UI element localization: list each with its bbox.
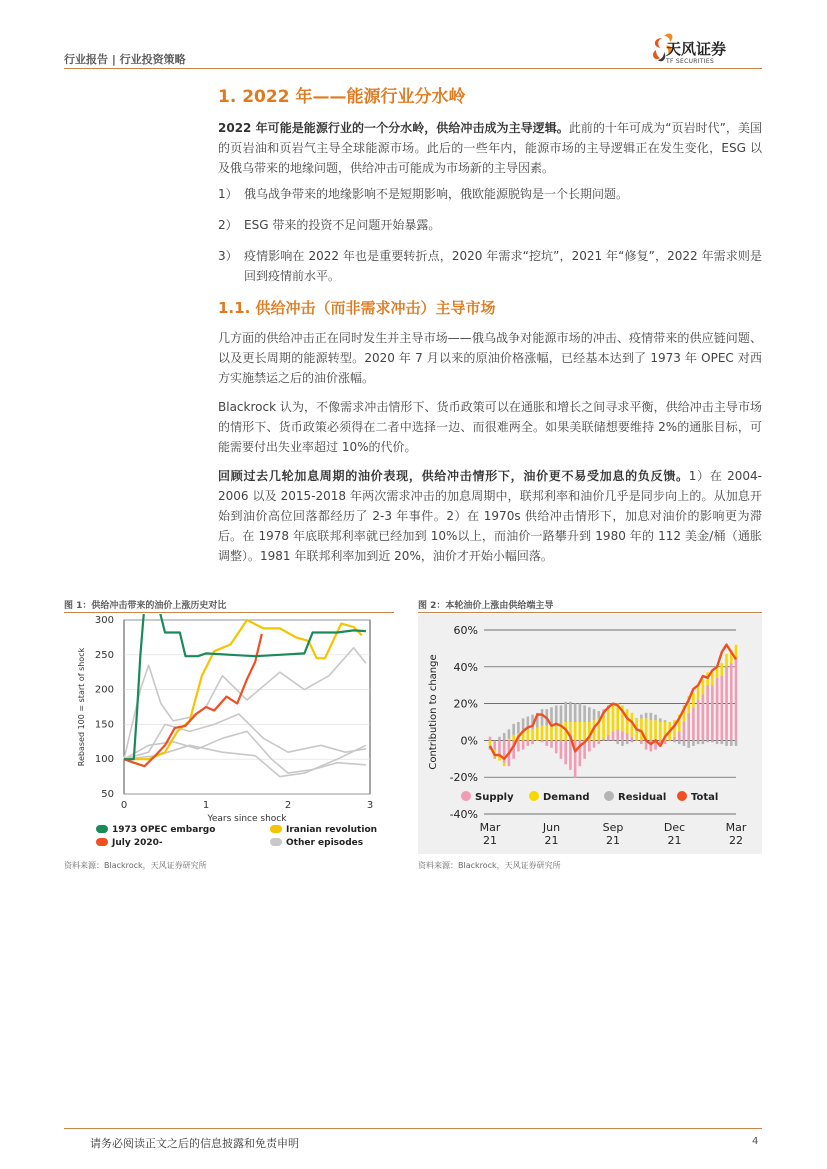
list-number: 2）	[218, 218, 238, 232]
bar-residual	[650, 713, 653, 720]
bar-residual	[598, 711, 601, 718]
x-axis-label: Years since shock	[207, 814, 287, 824]
bar-supply	[711, 685, 714, 740]
bar-demand	[612, 705, 615, 731]
x-tick-label-month: Mar	[479, 821, 501, 834]
y-tick-label: 200	[94, 684, 114, 696]
rate-cycles-bold: 回顾过去几轮加息周期的油价表现，供给冲击情形下，油价更不易受加息的负反馈。	[218, 469, 689, 483]
bar-residual	[645, 713, 648, 719]
legend-swatch	[529, 791, 539, 801]
bar-demand	[489, 740, 492, 746]
list-number: 3）	[218, 249, 238, 263]
paragraph-supply-shock: 几方面的供给冲击正在同时发生并主导市场——俄乌战争对能源市场的冲击、疫情带来的供应链问题、以及更长周期的能源转型。2020 年 7 月以来的原油价格涨幅，已经基本达到了 1973 年 OPEC 对西方实施禁运之后的油价涨幅。	[218, 331, 762, 385]
bar-demand	[640, 718, 643, 740]
bar-residual	[583, 705, 586, 722]
brand-subtitle: TF SECURITIES	[666, 58, 715, 65]
chart-supply-demand-contribution	[418, 614, 762, 854]
bar-residual	[621, 740, 624, 746]
bar-supply	[493, 740, 496, 749]
bar-residual	[503, 733, 506, 740]
bar-residual	[493, 757, 496, 759]
series-line-other-episodes	[124, 648, 366, 759]
paragraph-rate-cycles	[218, 466, 762, 566]
bar-demand	[607, 709, 610, 735]
x-tick-label: 2	[284, 800, 292, 811]
list-text: ESG 带来的投资不足问题开始暴露。	[244, 218, 441, 232]
x-tick-label-year: 21	[483, 834, 497, 847]
chart-oil-shock-comparison	[64, 614, 394, 854]
y-tick-label: -40%	[449, 808, 478, 821]
bar-residual	[725, 740, 728, 746]
legend-swatch	[270, 838, 282, 846]
paragraph-blackrock: Blackrock 认为，不像需求冲击情形下、货币政策可以在通胀和增长之间寻求平衡，供给冲击主导市场的情形下、货币政策必须得在二者中选择一边、而很难两全。如果美联储想要维持 2%的通胀目标，可能需要付出失业率超过 10%的代价。	[218, 400, 762, 454]
bar-demand	[626, 709, 629, 733]
bar-residual	[659, 718, 662, 722]
bar-demand	[725, 654, 728, 667]
intro-rest: 此前的十年可成为“页岩时代”，美国的页岩油和页岩气主导全球能源市场。此后的一些年内，能源市场的主导逻辑正在发生变化，ESG 以及俄乌带来的地缘问题，供给冲击可能成为市场新的主导因素。	[218, 121, 762, 175]
bar-residual	[593, 709, 596, 720]
bar-residual	[555, 705, 558, 723]
legend-label: Residual	[618, 792, 667, 803]
bar-supply	[687, 713, 690, 741]
footer-divider	[64, 1128, 762, 1129]
bar-supply	[678, 731, 681, 740]
bar-demand	[508, 739, 511, 741]
figure-2-source: 资料来源：Blackrock，天风证券研究所	[418, 861, 561, 870]
x-tick-label-month: Dec	[663, 821, 686, 834]
disclaimer: 请务必阅读正文之后的信息披露和免责申明	[90, 1137, 299, 1150]
list-item	[218, 246, 762, 283]
bar-residual	[706, 740, 709, 742]
y-tick-label: 20%	[453, 697, 478, 711]
bar-demand	[735, 645, 738, 658]
section-heading: 1. 2022 年——能源行业分水岭	[218, 87, 466, 107]
bar-residual	[588, 707, 591, 722]
bar-supply	[541, 740, 544, 742]
bar-residual	[730, 740, 733, 746]
bar-residual	[626, 740, 629, 744]
bar-demand	[503, 762, 506, 766]
page-number: 4	[752, 1136, 759, 1147]
bar-residual	[716, 740, 719, 744]
bar-residual	[735, 740, 738, 746]
legend-swatch	[461, 791, 471, 801]
bar-supply	[517, 740, 520, 751]
bar-supply	[489, 737, 492, 741]
list-text: 疫情影响在 2022 年也是重要转折点，2020 年需求“挖坑”，2021 年“修复”，2022 年需求则是回到疫情前水平。	[244, 249, 762, 283]
x-tick-label-month: Sep	[602, 821, 624, 834]
figure-1-divider	[64, 612, 394, 613]
bar-demand	[702, 680, 705, 695]
bar-demand	[721, 663, 724, 676]
bar-residual	[683, 740, 686, 746]
legend-swatch	[270, 825, 282, 833]
legend-swatch	[96, 838, 108, 846]
y-tick-label: 250	[94, 649, 114, 661]
bar-supply	[564, 740, 567, 764]
bar-residual	[517, 722, 520, 733]
bar-residual	[550, 707, 553, 724]
bar-supply	[640, 740, 643, 744]
bar-residual	[702, 740, 705, 744]
bar-residual	[508, 729, 511, 738]
bar-demand	[711, 672, 714, 685]
y-tick-label: 0%	[460, 734, 478, 748]
bar-residual	[616, 740, 619, 744]
bar-supply	[697, 700, 700, 740]
x-tick-label: 1	[202, 800, 210, 811]
legend-label: 1973 OPEC embargo	[112, 825, 216, 835]
bar-supply	[527, 740, 530, 746]
figure-1-source: 资料来源：Blackrock，天风证券研究所	[64, 861, 207, 870]
legend-label: Iranian revolution	[286, 825, 378, 835]
plot-frame	[124, 620, 370, 794]
bar-demand	[583, 722, 586, 740]
brand-name: 天风证券	[666, 40, 727, 58]
bar-demand	[531, 729, 534, 740]
figure-2-divider	[418, 612, 762, 613]
bar-demand	[659, 722, 662, 740]
bar-supply	[626, 733, 629, 740]
bar-demand	[545, 726, 548, 741]
legend-swatch	[96, 825, 108, 833]
bar-demand	[602, 715, 605, 739]
list-item	[218, 215, 762, 235]
bar-supply	[593, 740, 596, 747]
x-tick-label-month: Jun	[542, 821, 561, 834]
bar-supply	[498, 740, 501, 755]
bar-demand	[555, 724, 558, 741]
list-number: 1）	[218, 187, 238, 201]
bar-residual	[640, 715, 643, 719]
bar-residual	[579, 704, 582, 722]
bar-residual	[560, 705, 563, 723]
bar-residual	[631, 740, 634, 742]
bar-residual	[512, 724, 515, 735]
x-tick-label-year: 21	[606, 834, 620, 847]
bar-residual	[498, 737, 501, 741]
bar-supply	[730, 663, 733, 740]
bar-supply	[631, 737, 634, 741]
bar-residual	[574, 704, 577, 722]
bar-supply	[612, 731, 615, 740]
bar-supply	[683, 722, 686, 740]
bar-supply	[602, 739, 605, 741]
bar-supply	[692, 707, 695, 740]
y-tick-label: 40%	[453, 660, 478, 674]
bar-supply	[716, 678, 719, 741]
legend-label: Supply	[475, 792, 514, 803]
x-tick-label-month: Mar	[725, 821, 747, 834]
x-tick-label-year: 21	[544, 834, 559, 847]
bar-supply	[531, 740, 534, 744]
bar-demand	[654, 720, 657, 740]
bar-residual	[711, 740, 714, 742]
bar-residual	[678, 740, 681, 744]
bar-supply	[588, 740, 591, 751]
bar-residual	[673, 740, 676, 742]
bar-residual	[687, 740, 690, 747]
bar-supply	[560, 740, 563, 758]
bar-residual	[692, 740, 695, 746]
figure-2-caption: 图 2：本轮油价上涨由供给端主导	[418, 601, 554, 611]
y-tick-label: -20%	[449, 771, 478, 785]
y-tick-label: 150	[94, 719, 114, 731]
bar-demand	[541, 726, 544, 741]
series-line-other-episodes	[124, 731, 366, 773]
bar-supply	[545, 740, 548, 746]
bar-demand	[574, 722, 577, 740]
legend-label: Total	[691, 792, 719, 803]
list-text: 俄乌战争带来的地缘影响不是短期影响，俄欧能源脱钩是一个长期问题。	[244, 187, 629, 201]
report-type: 行业报告 | 行业投资策略	[64, 53, 186, 66]
legend-swatch	[677, 791, 687, 801]
y-tick-label: 300	[94, 615, 114, 626]
bar-demand	[527, 729, 530, 740]
legend-swatch	[604, 791, 614, 801]
x-tick-label: 0	[120, 800, 128, 811]
x-tick-label-year: 21	[667, 834, 682, 847]
bar-supply	[598, 740, 601, 744]
intro-bold: 2022 年可能是能源行业的一个分水岭，供给冲击成为主导逻辑。	[218, 121, 569, 135]
bar-supply	[569, 740, 572, 769]
y-axis-label: Contribution to change	[428, 654, 439, 770]
x-tick-label: 3	[366, 800, 374, 811]
bar-demand	[692, 693, 695, 708]
bar-supply	[721, 676, 724, 740]
y-tick-label: 100	[94, 754, 114, 766]
subsection-heading: 1.1. 供给冲击（而非需求冲击）主导市场	[218, 299, 496, 317]
legend-label: Other episodes	[286, 838, 364, 848]
bar-demand	[512, 735, 515, 741]
y-tick-label: 60%	[453, 624, 478, 637]
bar-demand	[650, 720, 653, 740]
bar-residual	[697, 740, 700, 744]
y-axis-label: Rebased 100 = start of shock	[77, 647, 86, 767]
bar-supply	[555, 740, 558, 753]
bar-demand	[536, 728, 539, 741]
bar-residual	[721, 740, 724, 744]
legend-label: Demand	[543, 792, 590, 803]
bar-supply	[735, 658, 738, 741]
bar-demand	[579, 722, 582, 740]
bar-supply	[702, 694, 705, 740]
x-tick-label-year: 22	[729, 834, 743, 847]
bar-residual	[564, 702, 567, 722]
bar-supply	[522, 740, 525, 749]
bar-supply	[550, 740, 553, 747]
figure-1-caption: 图 1：供给冲击带来的油价上涨历史对比	[64, 601, 227, 611]
bar-supply	[673, 737, 676, 741]
rate-cycles-rest: 1）在 2004-2006 以及 2015-2018 年两次需求冲击的加息周期中，联邦利率和油价几乎是同步向上的。从加息开始到油价高位回落都经历了 2-3 年事件。2）在 1970s 供给冲击情形下，加息对油价的影响更为滞后。在 1978 年底联邦利率就已经加到 10%以上，而油价一路攀升到 1980 年的 112 美金/桶（通胀调整）。1981 年联邦利率加到近 20%，油价才开始小幅回落。	[218, 469, 762, 563]
legend-label: July 2020-	[112, 838, 163, 848]
y-tick-label: 50	[101, 789, 114, 800]
bar-residual	[654, 715, 657, 721]
bar-supply	[621, 731, 624, 740]
bar-residual	[664, 720, 667, 722]
bar-supply	[725, 667, 728, 741]
bar-supply	[607, 735, 610, 741]
list-item	[218, 184, 762, 204]
bar-residual	[541, 709, 544, 726]
intro-paragraph	[218, 118, 762, 178]
series-line-other-episodes	[124, 714, 366, 759]
bar-supply	[706, 685, 709, 740]
bar-supply	[616, 729, 619, 740]
bar-residual	[569, 702, 572, 722]
